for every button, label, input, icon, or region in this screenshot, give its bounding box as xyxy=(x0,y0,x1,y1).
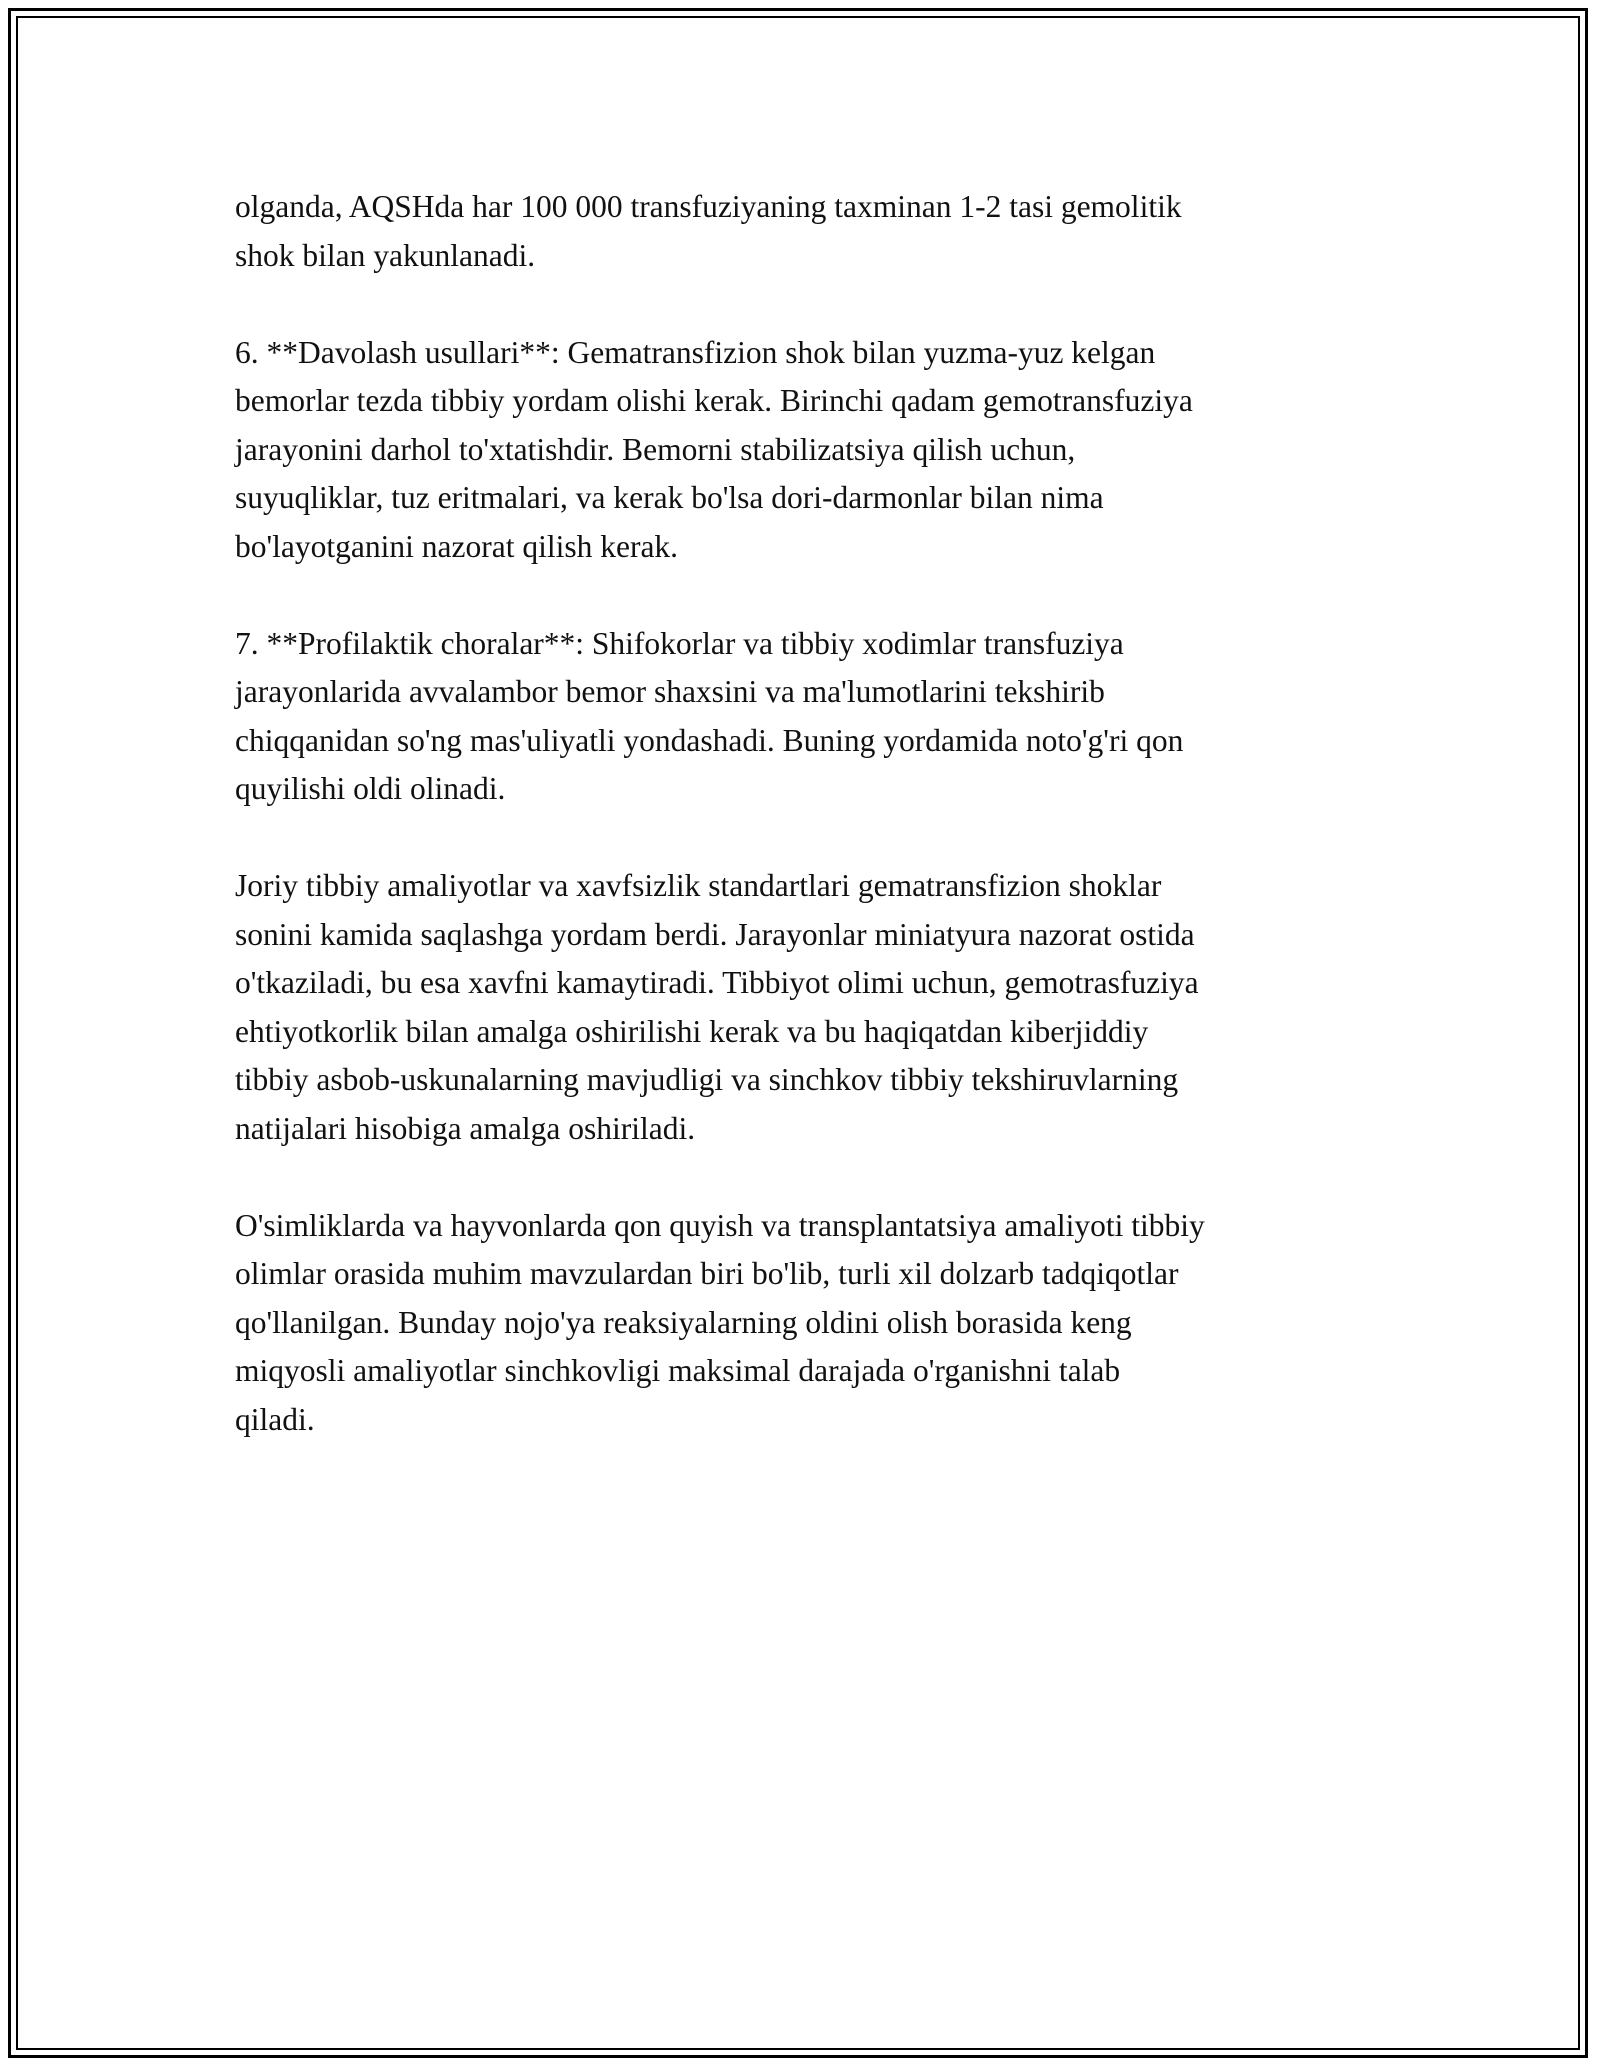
text-line: tibbiy asbob-uskunalarning mavjudligi va sinchkov tibbiy tekshiruvlarning xyxy=(235,1062,1179,1097)
text-line: O'simliklarda va hayvonlarda qon quyish va transplantatsiya amaliyoti tibbiy xyxy=(235,1207,1205,1243)
text-line: ehtiyotkorlik bilan amalga oshirilishi kerak va bu haqiqatdan kiberjiddiy xyxy=(235,1013,1149,1049)
paragraph-conclusion xyxy=(235,1202,1375,1445)
text-line: sonini kamida saqlashga yordam berdi. Jarayonlar miniatyura nazorat ostida xyxy=(235,916,1195,952)
paragraph-intro-continuation xyxy=(235,183,1375,280)
text-line: jarayonini darhol to'xtatishdir. Bemorni stabilizatsiya qilish uchun, xyxy=(235,431,1076,467)
text-line: miqyosli amaliyotlar sinchkovligi maksimal darajada o'rganishni talab xyxy=(235,1353,1121,1388)
text-line: olimlar orasida muhim mavzulardan biri bo'lib, turli xil dolzarb tadqiqotlar xyxy=(235,1256,1179,1291)
text-line: olganda, AQSHda har 100 000 transfuziyaning taxminan 1-2 tasi gemolitik xyxy=(235,189,1182,224)
text-line: Joriy tibbiy amaliyotlar va xavfsizlik standartlari gematransfizion shoklar xyxy=(235,868,1162,903)
text-line: o'tkaziladi, bu esa xavfni kamaytiradi. Tibbiyot olimi uchun, gemotrasfuziya xyxy=(235,965,1199,1000)
paragraph-current-practices xyxy=(235,862,1375,1153)
text-line: 6. **Davolash usullari**: Gematransfizion shok bilan yuzma-yuz kelgan xyxy=(235,334,1156,370)
text-line: chiqqanidan so'ng mas'uliyatli yondashadi. Buning yordamida noto'g'ri qon xyxy=(235,722,1184,758)
text-line: suyuqliklar, tuz eritmalari, va kerak bo'lsa dori-darmonlar bilan nima xyxy=(235,480,1104,515)
paragraph-treatment-methods xyxy=(235,329,1375,572)
text-line: natijalari hisobiga amalga oshiriladi. xyxy=(235,1110,696,1146)
text-line: qiladi. xyxy=(235,1401,315,1437)
document-body xyxy=(235,183,1375,1493)
text-line: qo'llanilgan. Bunday nojo'ya reaksiyalarning oldini olish borasida keng xyxy=(235,1304,1132,1340)
text-line: 7. **Profilaktik choralar**: Shifokorlar va tibbiy xodimlar transfuziya xyxy=(235,625,1124,661)
text-line: bemorlar tezda tibbiy yordam olishi kerak. Birinchi qadam gemotransfuziya xyxy=(235,383,1193,418)
text-line: jarayonlarida avvalambor bemor shaxsini va ma'lumotlarini tekshirib xyxy=(235,674,1105,709)
text-line: shok bilan yakunlanadi. xyxy=(235,237,536,273)
paragraph-preventive-measures xyxy=(235,620,1375,814)
text-line: quyilishi oldi olinadi. xyxy=(235,771,506,806)
text-line: bo'layotganini nazorat qilish kerak. xyxy=(235,528,679,564)
